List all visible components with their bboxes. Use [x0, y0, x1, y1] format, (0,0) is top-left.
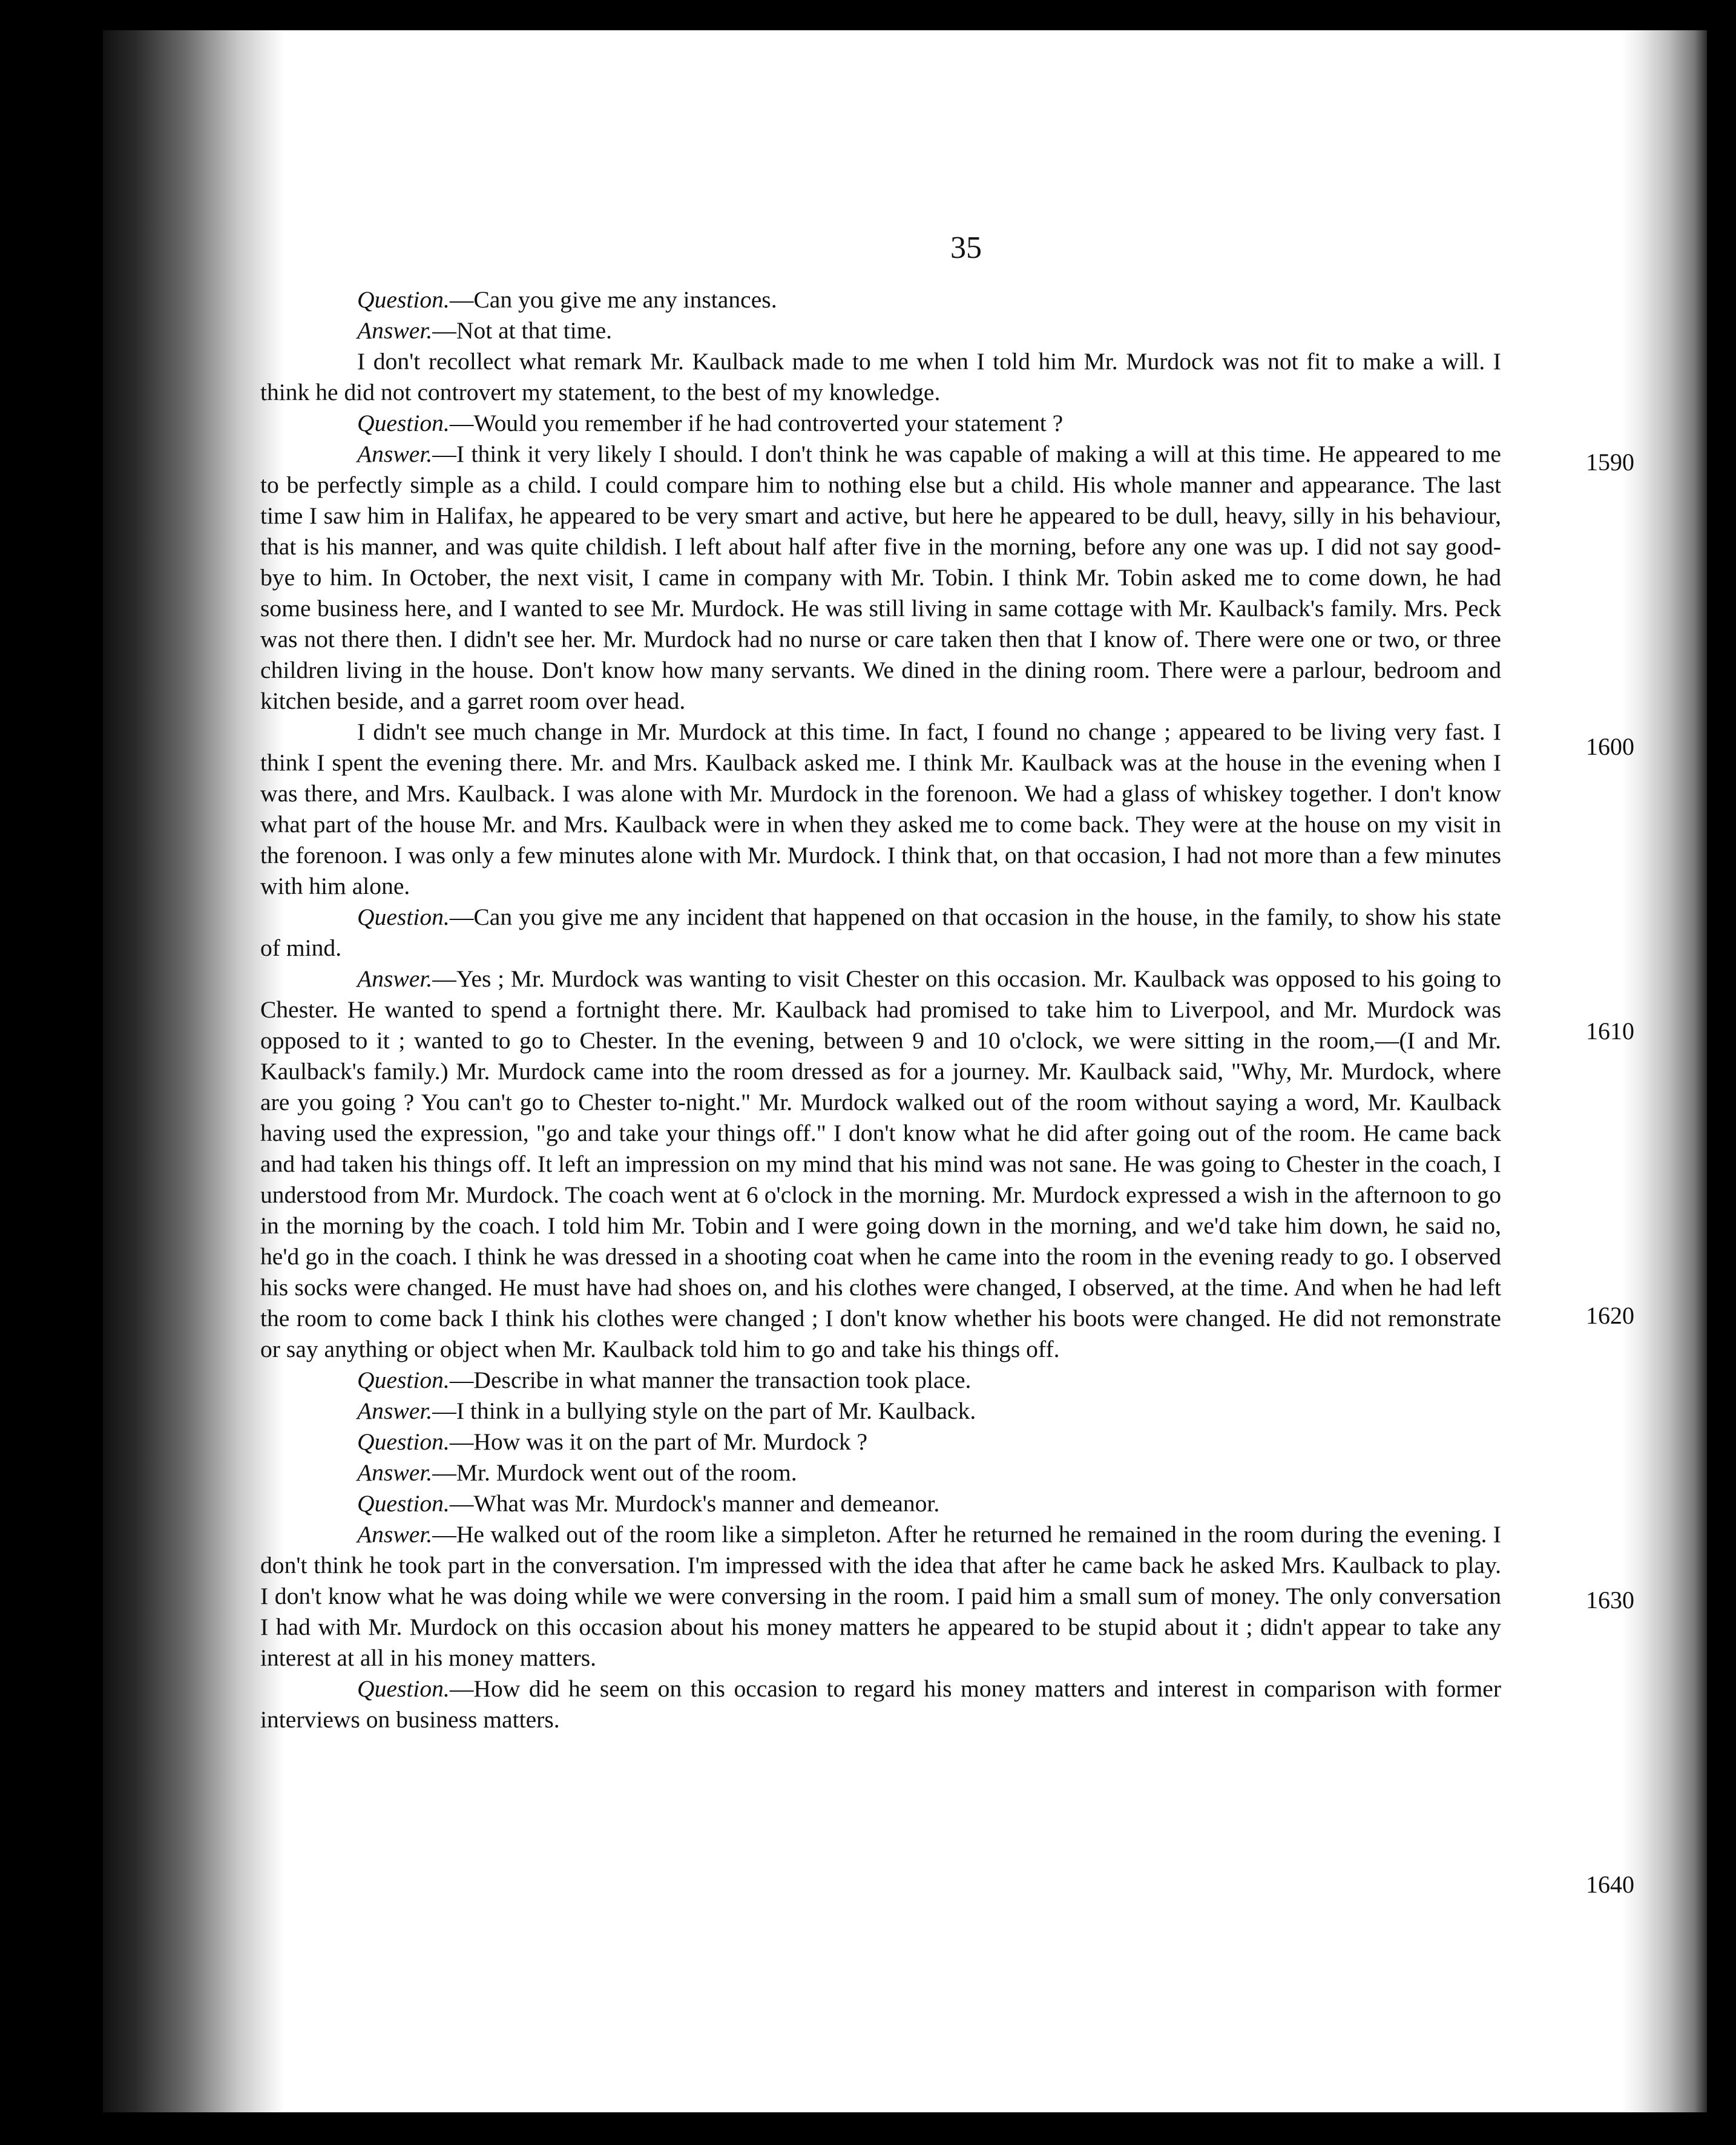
paragraph-text: I didn't see much change in Mr. Murdock at this time. In fact, I found no change ; appeared to be living very fast. I think I spent the evening there. Mr. and Mrs. Kaulback asked me. I think Mr. Kaulback was at the house in the evening when I was there, and Mrs. Kaulback. I was alone with Mr. Murdock in the forenoon. We had a glass of whiskey together. I don't know what part of the house Mr. and Mrs. Kaulback were in when they asked me to come back. They were at the house on my visit in the forenoon. I was only a few minutes alone with Mr. Murdock. I think that, on that occasion, I had not more than a few minutes with him alone.	[260, 718, 1501, 899]
paragraph-text: —Yes ; Mr. Murdock was wanting to visit Chester on this occasion. Mr. Kaulback was opposed to his going to Chester. He wanted to spend a fortnight there. Mr. Kaulback had promised to take him to Liverpool, and Mr. Murdock was opposed to it ; wanted to go to Chester. In the evening, between 9 and 10 o'clock, we were sitting in the room,—(I and Mr. Kaulback's family.) Mr. Murdock came into the room dressed as for a journey. Mr. Kaulback said, "Why, Mr. Murdock, where are you going ? You can't go to Chester to-night." Mr. Murdock walked out of the room without saying a word, Mr. Kaulback having used the expression, "go and take your things off." I don't know what he did after going out of the room. He came back and had taken his things off. It left an impression on my mind that his mind was not sane. He was going to Chester in the coach, I understood from Mr. Murdock. The coach went at 6 o'clock in the morning. Mr. Murdock expressed a wish in the afternoon to go in the morning by the coach. I told him Mr. Tobin and I were going down in the morning, and we'd take him down, he said no, he'd go in the coach. I think he was dressed in a shooting coat when he came into the room in the evening ready to go. I observed his socks were changed. He must have had shoes on, and his clothes were changed, I observed, at the time. And when he had left the room to come back I think his clothes were changed ; I don't know whether his boots were changed. He did not remonstrate or say anything or object when Mr. Kaulback told him to go and take his things off.	[260, 965, 1501, 1362]
line-number: 1630	[1586, 1586, 1634, 1614]
paragraph-text: —Can you give me any incident that happened on that occasion in the house, in the family, to show his state of mind.	[260, 904, 1501, 961]
paragraph	[260, 284, 1501, 315]
paragraph-text: —Can you give me any instances.	[449, 286, 777, 313]
paragraph	[260, 408, 1501, 439]
paragraph-label: Question.	[357, 1367, 450, 1393]
paragraph	[260, 346, 1501, 408]
paragraph	[260, 1488, 1501, 1519]
text-block	[260, 30, 1634, 2112]
paragraph-text: —How was it on the part of Mr. Murdock ?	[449, 1428, 868, 1455]
line-number: 1620	[1586, 1302, 1634, 1329]
line-number: 1610	[1586, 1017, 1634, 1045]
paragraph-text: I don't recollect what remark Mr. Kaulback made to me when I told him Mr. Murdock was not fit to make a will. I think he did not controvert my statement, to the best of my knowledge.	[260, 348, 1501, 406]
paragraph	[260, 1396, 1501, 1427]
page-edge-shadow	[1622, 30, 1707, 2112]
paragraph-label: Question.	[357, 904, 450, 930]
paragraph-text: —Would you remember if he had controverted your statement ?	[449, 410, 1064, 436]
paragraph	[260, 1365, 1501, 1396]
paragraph	[260, 964, 1501, 1365]
paragraph	[260, 439, 1501, 717]
paragraph	[260, 1457, 1501, 1488]
paragraph-label: Answer.	[357, 317, 433, 344]
line-number: 1640	[1586, 1871, 1634, 1898]
paragraph-text: —I think in a bullying style on the part of Mr. Kaulback.	[432, 1398, 976, 1424]
paragraph-text: —How did he seem on this occasion to regard his money matters and interest in comparison with former interviews on business matters.	[260, 1675, 1501, 1733]
paragraph-label: Answer.	[357, 1521, 433, 1548]
paragraph	[260, 1674, 1501, 1735]
paragraph	[260, 1519, 1501, 1674]
paragraph	[260, 1427, 1501, 1457]
paragraph-label: Question.	[357, 1490, 450, 1517]
book-page	[103, 30, 1707, 2112]
paragraph	[260, 717, 1501, 902]
paragraph-text: —Not at that time.	[432, 317, 613, 344]
paragraph-label: Answer.	[357, 965, 433, 992]
paragraph-text: —He walked out of the room like a simpleton. After he returned he remained in the room during the evening. I don't think he took part in the conversation. I'm impressed with the idea that after he came back he asked Mrs. Kaulback to play. I don't know what he was doing while we were conversing in the room. I paid him a small sum of money. The only conversation I had with Mr. Murdock on this occasion about his money matters he appeared to be stupid about it ; didn't appear to take any interest at all in his money matters.	[260, 1521, 1501, 1671]
paragraph-label: Answer.	[357, 1459, 433, 1486]
paragraph-text: —Describe in what manner the transaction took place.	[449, 1367, 972, 1393]
paragraph-label: Answer.	[357, 441, 433, 467]
paragraph-label: Question.	[357, 1675, 450, 1702]
paragraph-label: Question.	[357, 286, 450, 313]
page-number: 35	[950, 231, 982, 265]
spine-shadow	[103, 30, 284, 2112]
line-number: 1600	[1586, 733, 1634, 760]
line-number: 1590	[1586, 448, 1634, 476]
paragraph-text: —What was Mr. Murdock's manner and demeanor.	[449, 1490, 940, 1517]
paragraph-text: —Mr. Murdock went out of the room.	[432, 1459, 797, 1486]
paragraph-label: Question.	[357, 410, 450, 436]
paragraph-text: —I think it very likely I should. I don't think he was capable of making a will at this time. He appeared to me to be perfectly simple as a child. I could compare him to nothing else but a child. His whole manner and appearance. The last time I saw him in Halifax, he appeared to be very smart and active, but here he appeared to be dull, heavy, silly in his behaviour, that is his manner, and was quite childish. I left about half after five in the morning, before any one was up. I did not say good-bye to him. In October, the next visit, I came in company with Mr. Tobin. I think Mr. Tobin asked me to come down, he had some business here, and I wanted to see Mr. Murdock. He was still living in same cottage with Mr. Kaulback's family. Mrs. Peck was not there then. I didn't see her. Mr. Murdock had no nurse or care taken then that I know of. There were one or two, or three children living in the house. Don't know how many servants. We dined in the dining room. There were a parlour, bedroom and kitchen beside, and a garret room over head.	[260, 441, 1501, 714]
paragraph-label: Answer.	[357, 1398, 433, 1424]
paragraph-label: Question.	[357, 1428, 450, 1455]
body-text	[260, 284, 1501, 1735]
paragraph	[260, 902, 1501, 964]
paragraph	[260, 315, 1501, 346]
